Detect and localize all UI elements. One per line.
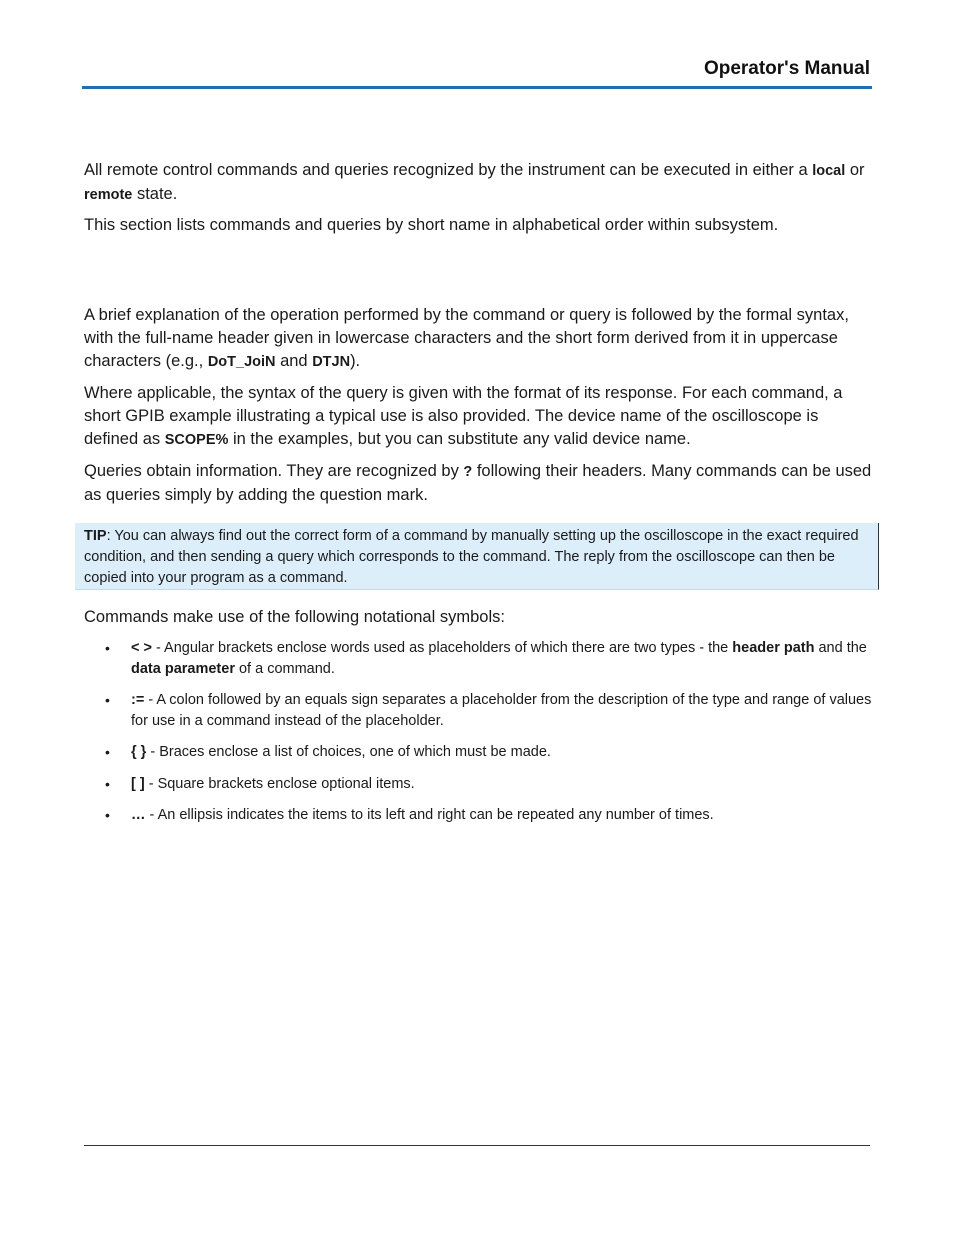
notation-intro: Commands make use of the following notational symbols: bbox=[84, 608, 505, 626]
bullet: • bbox=[105, 744, 110, 760]
long-form-example: DoT_JoiN bbox=[207, 354, 276, 370]
emphasis: header path bbox=[732, 640, 815, 656]
text: ). bbox=[350, 352, 361, 370]
text: Queries obtain information. They are recognized by bbox=[84, 462, 464, 480]
syntax-paragraph-2 bbox=[84, 382, 874, 452]
list-item bbox=[84, 638, 874, 679]
notation-symbol: [ ] bbox=[131, 775, 145, 792]
remote-keyword: remote bbox=[84, 187, 133, 203]
text: Where applicable, the syntax of the query is given with the format of its response. For each command, a short GPIB example illustrating a typical use is also provided. The device name of the oscilloscope is defined as bbox=[84, 384, 843, 448]
header-rule bbox=[82, 86, 872, 89]
text: - Square brackets enclose optional items. bbox=[144, 775, 415, 792]
question-mark: ? bbox=[463, 464, 473, 480]
list-item bbox=[84, 805, 874, 826]
text: and the bbox=[814, 640, 867, 656]
text: All remote control commands and queries recognized by the instrument can be executed in either a bbox=[84, 161, 813, 179]
tip-box bbox=[75, 523, 879, 590]
tip-text: : You can always find out the correct form of a command by manually setting up the oscilloscope in the exact required condition, and then sending a query which corresponds to the command. The reply from the oscilloscope can then be copied into your program as a command. bbox=[84, 528, 859, 586]
text: or bbox=[845, 161, 865, 179]
device-name: SCOPE% bbox=[164, 432, 229, 448]
text: - Braces enclose a list of choices, one of which must be made. bbox=[146, 744, 551, 760]
bullet: • bbox=[105, 775, 110, 792]
bullet: • bbox=[105, 807, 110, 823]
notation-list bbox=[84, 638, 874, 837]
text: state. bbox=[132, 185, 178, 203]
notation-symbol: … bbox=[131, 807, 146, 823]
emphasis: data parameter bbox=[131, 660, 235, 677]
notation-symbol: := bbox=[131, 692, 145, 708]
page-header-title: Operator's Manual bbox=[703, 58, 870, 79]
intro-paragraph-2: This section lists commands and queries by short name in alphabetical order within subsystem. bbox=[84, 216, 779, 234]
bullet: • bbox=[105, 692, 110, 708]
bullet: • bbox=[105, 640, 110, 656]
syntax-paragraph-3 bbox=[84, 460, 874, 507]
tip-label: TIP bbox=[84, 528, 107, 544]
local-keyword: local bbox=[812, 163, 846, 179]
text: - A colon followed by an equals sign separates a placeholder from the description of the type and range of values for use in a command instead of the placeholder. bbox=[131, 692, 872, 729]
text: following their headers. Many commands can be used as queries simply by adding the question mark. bbox=[84, 462, 872, 504]
text: in the examples, but you can substitute any valid device name. bbox=[228, 430, 691, 448]
footer-rule bbox=[84, 1145, 870, 1146]
text: - Angular brackets enclose words used as placeholders of which there are two types - the bbox=[151, 640, 733, 656]
syntax-paragraph-1 bbox=[84, 304, 874, 374]
text: and bbox=[275, 352, 313, 370]
list-item bbox=[84, 690, 874, 731]
short-form-example: DTJN bbox=[312, 354, 351, 370]
list-item bbox=[84, 742, 874, 763]
intro-paragraph-1 bbox=[84, 159, 874, 207]
text: - An ellipsis indicates the items to its left and right can be repeated any number of times. bbox=[145, 807, 714, 823]
text: A brief explanation of the operation performed by the command or query is followed by the formal syntax, with the full-name header given in lowercase characters and the short form derived from it in uppercase characters (e.g., bbox=[84, 306, 849, 370]
notation-symbol: < > bbox=[131, 640, 152, 656]
notation-symbol: { } bbox=[131, 744, 147, 760]
list-item bbox=[84, 774, 874, 795]
text: of a command. bbox=[234, 660, 335, 677]
